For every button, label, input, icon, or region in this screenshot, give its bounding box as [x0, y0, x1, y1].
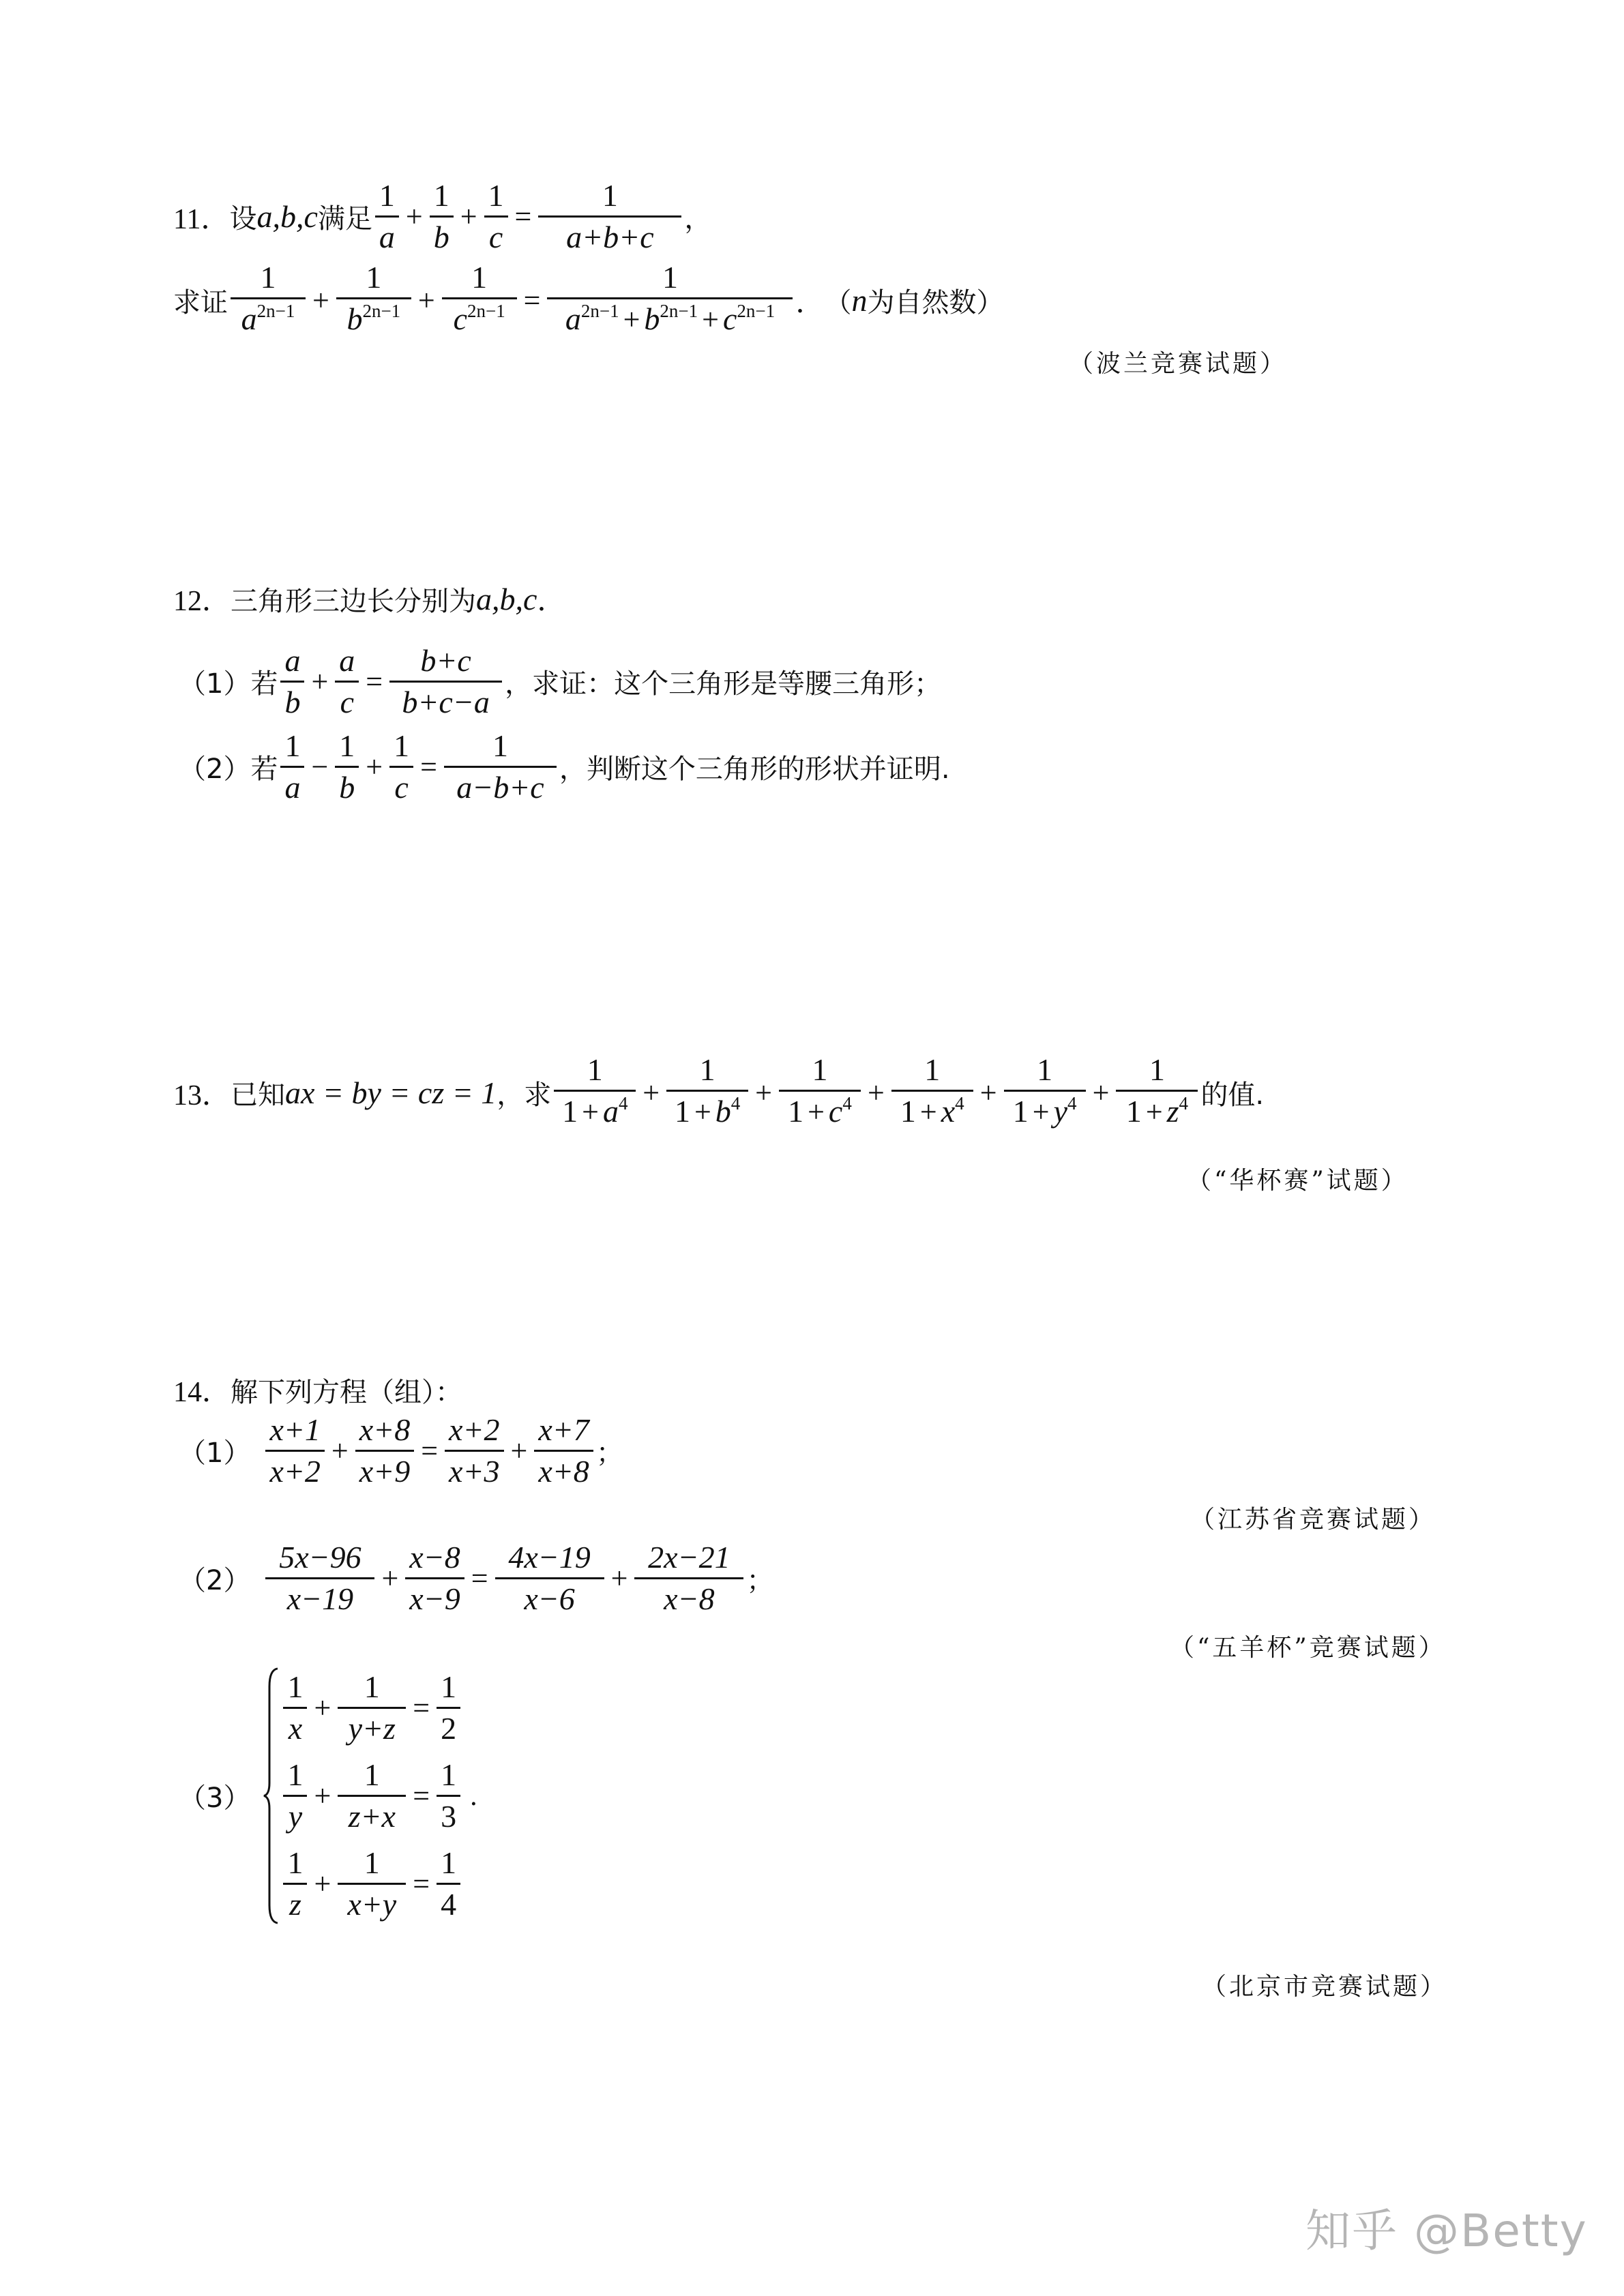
fraction: 1 1 + c $^4$: [779, 1050, 861, 1135]
source-label: （“五羊杯”竞赛试题）: [1170, 1634, 1446, 1662]
fraction: $\frac{x+1}{x+2}$: [265, 1410, 324, 1491]
problem-12-part-1: （1）若 $\frac{a}{b}$ + $\frac{a}{c}$ = $\frac{b+c}{b+c-a}$ ，求证：这个三角形是等腰三角形；: [179, 641, 941, 722]
fraction: $\frac{a}{b}$: [280, 641, 304, 722]
problem-12-part-2: （2）若 $\frac{1}{a}$ − $\frac{1}{b}$ + $\frac{1}{c}$ = $\frac{1}{a-b+c}$ ，判断这个三角形的形状并证明.: [179, 726, 950, 807]
system-row: $\frac{1}{y}$ + $\frac{1}{z+x}$ = $\frac{1}{3}$ .: [280, 1755, 477, 1836]
fraction: $\frac{1}{a}$: [280, 726, 304, 807]
system-rows: [280, 1667, 477, 1924]
problem-number: 14．: [173, 1377, 231, 1408]
fraction: $\frac{2x-21}{x-8}$: [634, 1538, 743, 1619]
given-equation: ax = by = cz = 1: [285, 1075, 497, 1110]
fraction: 1 1 + a $^4$: [554, 1050, 636, 1135]
fraction: $\frac{1}{a+b+c}$: [538, 176, 681, 257]
problem-14-stem: 14． 解下列方程（组）：: [173, 1369, 462, 1410]
fraction: $\frac{x+7}{x+8}$: [534, 1410, 593, 1491]
system-row: $\frac{1}{x}$ + $\frac{1}{y+z}$ = $\frac{1}{2}$: [280, 1667, 477, 1748]
problem-14-part-3: [179, 1667, 477, 1924]
problem-14-part-2: （2） $\frac{5x-96}{x-19}$ + $\frac{x-8}{x-9}$ = $\frac{4x-19}{x-6}$ + $\frac{2x-21}{x-8}$ ；: [179, 1538, 773, 1619]
fraction: 1 b $^{2n-1}$: [336, 258, 411, 343]
satisfy-label: 满足: [317, 203, 372, 235]
fraction: 1 1 + b $^4$: [666, 1050, 748, 1135]
prove-label: 求证: [173, 287, 228, 318]
fraction: $\frac{x+8}{x+9}$: [355, 1410, 414, 1491]
fraction: $\frac{4x-19}{x-6}$: [495, 1538, 604, 1619]
fraction: $\frac{x+2}{x+3}$: [445, 1410, 503, 1491]
fraction: $\frac{b+c}{b+c-a}$: [389, 641, 502, 722]
fraction: $\frac{1}{a}$: [375, 176, 399, 257]
source-label: （江苏省竞赛试题）: [1190, 1506, 1436, 1534]
left-brace-icon: [263, 1667, 280, 1924]
fraction: $\frac{1}{c}$: [484, 176, 508, 257]
fraction: $\frac{1}{c}$: [389, 726, 413, 807]
variables-abc: a,b,c: [256, 199, 318, 234]
fraction: 1 1 + z $^4$: [1116, 1050, 1198, 1135]
part-label: （3）: [179, 1783, 251, 1814]
fraction: $\frac{1}{b}$: [430, 176, 454, 257]
fraction: $\frac{1}{b}$: [335, 726, 359, 807]
problem-12-stem: 12． 三角形三边长分别为 a,b,c ．: [173, 578, 565, 619]
equation-system: [263, 1667, 477, 1924]
system-row: $\frac{1}{z}$ + $\frac{1}{x+y}$ = $\frac{1}{4}$: [280, 1843, 477, 1924]
source-label: （波兰竞赛试题）: [1069, 350, 1288, 378]
fraction: $\frac{5x-96}{x-19}$: [265, 1538, 374, 1619]
part-label: （2）: [179, 1565, 251, 1596]
fraction: $\frac{x-8}{x-9}$: [405, 1538, 464, 1619]
part-label: （1）: [179, 1437, 251, 1469]
variables-abc: a,b,c: [476, 581, 537, 616]
problem-13-line: 13． 已知 ax = by = cz = 1 ， 求 1 1 + a $^4$ + 1 1 + b $^4$ + 1 1 + c $^4$ + 1 1 + x $^4$ + 1 1 + y $^4$ + 1 1 + z $^4$ 的值.: [173, 1050, 1264, 1135]
problem-14-part-1: （1） $\frac{x+1}{x+2}$ + $\frac{x+8}{x+9}$ = $\frac{x+2}{x+3}$ + $\frac{x+7}{x+8}$ ；: [179, 1410, 623, 1491]
problem-number: 12．: [173, 586, 231, 617]
fraction: 1 1 + x $^4$: [891, 1050, 973, 1135]
problem-number: 11．: [173, 203, 230, 235]
fraction: $\frac{1}{a-b+c}$: [444, 726, 557, 807]
fraction: 1 c $^{2n-1}$: [442, 258, 517, 343]
problem-number: 13．: [173, 1079, 231, 1112]
zhihu-watermark: 知乎 @Betty: [1305, 2205, 1588, 2257]
natural-number-note: 为自然数）: [867, 287, 1004, 318]
part-label: （2）若: [179, 754, 278, 785]
source-label: （“华杯赛”试题）: [1187, 1167, 1408, 1195]
fraction: 1 1 + y $^4$: [1004, 1050, 1086, 1135]
problem-11-intro: 设: [229, 203, 257, 235]
problem-11-given-line: 11． 设 a,b,c 满足 $\frac{1}{a}$ + $\frac{1}{b}$ + $\frac{1}{c}$ = $\frac{1}{a+b+c}$ ，: [173, 176, 711, 257]
source-label: （北京市竞赛试题）: [1202, 1973, 1448, 2001]
fraction: 1 a $^{2n-1}$: [231, 258, 306, 343]
problem-11-prove-line: 求证 1 a $^{2n-1}$ + 1 b $^{2n-1}$ + 1 c $^{2n-1}$ = 1 a $^{2n-1}$ + b $^{2n-1}$ + c $^{2n-1}$ ． （ n 为自然数）: [173, 258, 1004, 343]
n-variable: n: [851, 283, 868, 318]
part-label: （1）若: [179, 668, 278, 700]
fraction: $\frac{a}{c}$: [335, 641, 359, 722]
fraction: 1 a $^{2n-1}$ + b $^{2n-1}$ + c $^{2n-1}$: [547, 258, 793, 343]
